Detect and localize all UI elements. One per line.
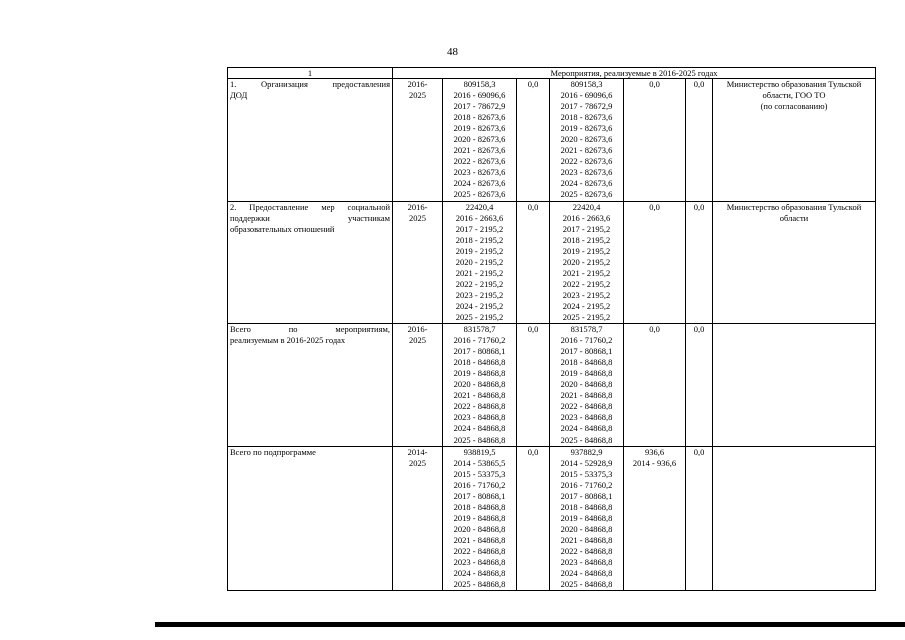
- regional-budget-cell-line: 2017 - 80868,1: [560, 490, 613, 501]
- regional-budget-cell-line: 2021 - 84868,8: [560, 390, 613, 401]
- regional-budget-cell-line: 2016 - 2663,6: [562, 212, 611, 223]
- activity-name-line: образовательных отношений: [230, 223, 335, 234]
- activity-name-line: реализуемым в 2016-2025 годах: [230, 335, 346, 346]
- executor-cell: [713, 446, 876, 591]
- period-cell-line: 2016-: [407, 79, 428, 89]
- executor-cell-line: области: [779, 212, 809, 223]
- federal-budget-cell: 0,0: [517, 324, 550, 447]
- total-funding-cell-line: 2016 - 71760,2: [453, 479, 506, 490]
- total-funding-cell-line: 2016 - 69096,6: [453, 90, 506, 101]
- funding-table: [227, 67, 876, 591]
- regional-budget-cell-line: 2019 - 82673,6: [560, 123, 613, 134]
- total-funding-cell: [443, 79, 517, 202]
- regional-budget-cell-line: 2019 - 2195,2: [562, 245, 611, 256]
- section-header-row: [228, 68, 876, 79]
- total-funding-cell-line: 2022 - 84868,8: [453, 401, 506, 412]
- total-funding-cell-line: 2021 - 84868,8: [453, 390, 506, 401]
- federal-budget-cell: 0,0: [517, 201, 550, 324]
- total-funding-cell-line: 2018 - 84868,8: [453, 357, 506, 368]
- total-funding-cell-line: 2017 - 78672,9: [453, 101, 506, 112]
- total-funding-cell-line: 2024 - 82673,6: [453, 178, 506, 189]
- regional-budget-cell-line: 2025 - 82673,6: [560, 189, 613, 200]
- total-funding-cell-line: 2020 - 2195,2: [455, 256, 504, 267]
- local-budget-cell-line: 0,0: [649, 324, 660, 335]
- regional-budget-cell-line: 2018 - 84868,8: [560, 357, 613, 368]
- period-cell-line: 2025: [409, 212, 426, 223]
- page-number: 48: [447, 46, 458, 58]
- total-funding-cell-line: 2021 - 84868,8: [453, 534, 506, 545]
- total-funding-cell-line: 2014 - 53865,5: [453, 457, 506, 468]
- regional-budget-cell-line: 2023 - 84868,8: [560, 412, 613, 423]
- total-funding-cell-line: 22420,4: [465, 201, 494, 212]
- total-funding-cell-line: 2025 - 84868,8: [453, 579, 506, 590]
- total-funding-cell-line: 2017 - 80868,1: [453, 490, 506, 501]
- local-budget-cell: [624, 201, 686, 324]
- activity-name-line: 2. Предоставление мер социальной: [230, 201, 390, 212]
- federal-budget-cell: 0,0: [517, 446, 550, 591]
- regional-budget-cell-line: 2015 - 53375,3: [560, 468, 613, 479]
- bottom-rule: [155, 622, 905, 627]
- other-sources-cell: 0,0: [686, 324, 713, 447]
- regional-budget-cell-line: 2014 - 52928,9: [560, 457, 613, 468]
- total-funding-cell-line: 2020 - 82673,6: [453, 134, 506, 145]
- total-funding-cell-line: 809158,3: [463, 79, 496, 89]
- section-header: Мероприятия, реализуемые в 2016-2025 годах: [393, 68, 876, 79]
- regional-budget-cell-line: 2016 - 71760,2: [560, 479, 613, 490]
- total-funding-cell-line: 2022 - 2195,2: [455, 278, 504, 289]
- total-funding-cell-line: 2017 - 80868,1: [453, 346, 506, 357]
- regional-budget-cell-line: 2019 - 84868,8: [560, 368, 613, 379]
- total-funding-cell-line: 2024 - 2195,2: [455, 300, 504, 311]
- regional-budget-cell-line: 2020 - 84868,8: [560, 379, 613, 390]
- regional-budget-cell-line: 2022 - 2195,2: [562, 278, 611, 289]
- regional-budget-cell: [550, 201, 624, 324]
- total-funding-cell-line: 2016 - 71760,2: [453, 335, 506, 346]
- period-cell: [393, 201, 443, 324]
- regional-budget-cell-line: 2019 - 84868,8: [560, 512, 613, 523]
- regional-budget-cell-line: 2017 - 2195,2: [562, 223, 611, 234]
- period-cell-line: 2014-: [407, 446, 428, 457]
- total-funding-cell-line: 2019 - 2195,2: [455, 245, 504, 256]
- regional-budget-cell-line: 2025 - 2195,2: [562, 311, 611, 322]
- regional-budget-cell-line: 2025 - 84868,8: [560, 434, 613, 445]
- regional-budget-cell-line: 2025 - 84868,8: [560, 579, 613, 590]
- regional-budget-cell-line: 2021 - 82673,6: [560, 145, 613, 156]
- activity-name-cell: [228, 201, 393, 324]
- activity-name-cell: [228, 79, 393, 202]
- regional-budget-cell-line: 809158,3: [570, 79, 603, 89]
- total-funding-cell-line: 2023 - 84868,8: [453, 557, 506, 568]
- local-budget-cell-line: 2014 - 936,6: [632, 457, 677, 468]
- regional-budget-cell-line: 2018 - 82673,6: [560, 112, 613, 123]
- regional-budget-cell-line: 2016 - 69096,6: [560, 90, 613, 101]
- total-funding-cell-line: 2018 - 82673,6: [453, 112, 506, 123]
- regional-budget-cell-line: 2024 - 84868,8: [560, 423, 613, 434]
- total-funding-cell-line: 2019 - 84868,8: [453, 512, 506, 523]
- local-budget-cell: [624, 324, 686, 447]
- total-funding-cell-line: 2016 - 2663,6: [455, 212, 504, 223]
- regional-budget-cell-line: 2016 - 71760,2: [560, 335, 613, 346]
- total-funding-cell-line: 2024 - 84868,8: [453, 423, 506, 434]
- regional-budget-cell-line: 2023 - 84868,8: [560, 557, 613, 568]
- period-cell: [393, 79, 443, 202]
- local-budget-cell: [624, 446, 686, 591]
- regional-budget-cell-line: 2023 - 82673,6: [560, 167, 613, 178]
- regional-budget-cell-line: 831578,7: [570, 324, 603, 335]
- table-row: [228, 201, 876, 324]
- activity-name-line: 1. Организация предоставления: [230, 79, 390, 89]
- executor-cell: [713, 324, 876, 447]
- local-budget-cell-line: 0,0: [649, 201, 660, 212]
- total-funding-cell-line: 2023 - 2195,2: [455, 289, 504, 300]
- total-funding-cell-line: 831578,7: [463, 324, 496, 335]
- executor-cell: [713, 79, 876, 202]
- executor-cell-line: области, ГОО ТО: [762, 90, 826, 101]
- period-cell: [393, 446, 443, 591]
- regional-budget-cell-line: 2022 - 82673,6: [560, 156, 613, 167]
- other-sources-cell: 0,0: [686, 201, 713, 324]
- total-funding-cell-line: 2024 - 84868,8: [453, 568, 506, 579]
- regional-budget-cell-line: 2023 - 2195,2: [562, 289, 611, 300]
- total-funding-cell-line: 2020 - 84868,8: [453, 523, 506, 534]
- regional-budget-cell-line: 2020 - 82673,6: [560, 134, 613, 145]
- total-funding-cell-line: 2022 - 84868,8: [453, 545, 506, 556]
- period-cell-line: 2016-: [407, 201, 428, 212]
- regional-budget-cell-line: 2021 - 2195,2: [562, 267, 611, 278]
- table-row: [228, 446, 876, 591]
- total-funding-cell-line: 2019 - 82673,6: [453, 123, 506, 134]
- activity-name-line: поддержки участникам: [230, 212, 390, 223]
- activity-name-line: Всего по подпрограмме: [230, 446, 316, 457]
- other-sources-cell: 0,0: [686, 79, 713, 202]
- local-budget-cell-line: 0,0: [649, 79, 660, 89]
- executor-cell-line: (по согласованию): [760, 101, 828, 112]
- other-sources-cell: 0,0: [686, 446, 713, 591]
- regional-budget-cell-line: 2024 - 2195,2: [562, 300, 611, 311]
- total-funding-cell-line: 2020 - 84868,8: [453, 379, 506, 390]
- regional-budget-cell-line: 2021 - 84868,8: [560, 534, 613, 545]
- regional-budget-cell-line: 22420,4: [572, 201, 601, 212]
- regional-budget-cell-line: 2020 - 84868,8: [560, 523, 613, 534]
- total-funding-cell-line: 2025 - 82673,6: [453, 189, 506, 200]
- executor-cell-line: Министерство образования Тульской: [726, 79, 862, 89]
- table-row: [228, 79, 876, 202]
- executor-cell: [713, 201, 876, 324]
- regional-budget-cell-line: 2020 - 2195,2: [562, 256, 611, 267]
- total-funding-cell-line: 2018 - 2195,2: [455, 234, 504, 245]
- period-cell-line: 2025: [409, 457, 426, 468]
- regional-budget-cell: [550, 79, 624, 202]
- total-funding-cell-line: 2018 - 84868,8: [453, 501, 506, 512]
- regional-budget-cell-line: 2018 - 84868,8: [560, 501, 613, 512]
- total-funding-cell-line: 938819,5: [463, 446, 496, 457]
- activity-name-line: Всего по мероприятиям,: [230, 324, 390, 335]
- total-funding-cell-line: 2022 - 82673,6: [453, 156, 506, 167]
- regional-budget-cell: [550, 324, 624, 447]
- executor-cell-line: Министерство образования Тульской: [726, 201, 862, 212]
- activity-name-cell: [228, 324, 393, 447]
- regional-budget-cell-line: 2017 - 80868,1: [560, 346, 613, 357]
- total-funding-cell-line: 2019 - 84868,8: [453, 368, 506, 379]
- total-funding-cell: [443, 324, 517, 447]
- total-funding-cell-line: 2021 - 82673,6: [453, 145, 506, 156]
- local-budget-cell-line: 936,6: [644, 446, 665, 457]
- table-row: [228, 324, 876, 447]
- total-funding-cell-line: 2023 - 82673,6: [453, 167, 506, 178]
- total-funding-cell-line: 2025 - 2195,2: [455, 311, 504, 322]
- regional-budget-cell-line: 2022 - 84868,8: [560, 545, 613, 556]
- total-funding-cell: [443, 446, 517, 591]
- regional-budget-cell-line: 2018 - 2195,2: [562, 234, 611, 245]
- regional-budget-cell-line: 2017 - 78672,9: [560, 101, 613, 112]
- total-funding-cell-line: 2021 - 2195,2: [455, 267, 504, 278]
- activity-name-cell: [228, 446, 393, 591]
- total-funding-cell-line: 2023 - 84868,8: [453, 412, 506, 423]
- period-cell: [393, 324, 443, 447]
- total-funding-cell-line: 2025 - 84868,8: [453, 434, 506, 445]
- activity-name-line: ДОД: [230, 90, 248, 101]
- period-cell-line: 2025: [409, 90, 426, 101]
- period-cell-line: 2025: [409, 335, 426, 346]
- federal-budget-cell: 0,0: [517, 79, 550, 202]
- period-cell-line: 2016-: [407, 324, 428, 335]
- regional-budget-cell-line: 2024 - 84868,8: [560, 568, 613, 579]
- regional-budget-cell-line: 2022 - 84868,8: [560, 401, 613, 412]
- regional-budget-cell-line: 937882,9: [570, 446, 603, 457]
- regional-budget-cell: [550, 446, 624, 591]
- total-funding-cell-line: 2017 - 2195,2: [455, 223, 504, 234]
- regional-budget-cell-line: 2024 - 82673,6: [560, 178, 613, 189]
- total-funding-cell-line: 2015 - 53375,3: [453, 468, 506, 479]
- row-number-cell: 1: [228, 68, 393, 79]
- total-funding-cell: [443, 201, 517, 324]
- local-budget-cell: [624, 79, 686, 202]
